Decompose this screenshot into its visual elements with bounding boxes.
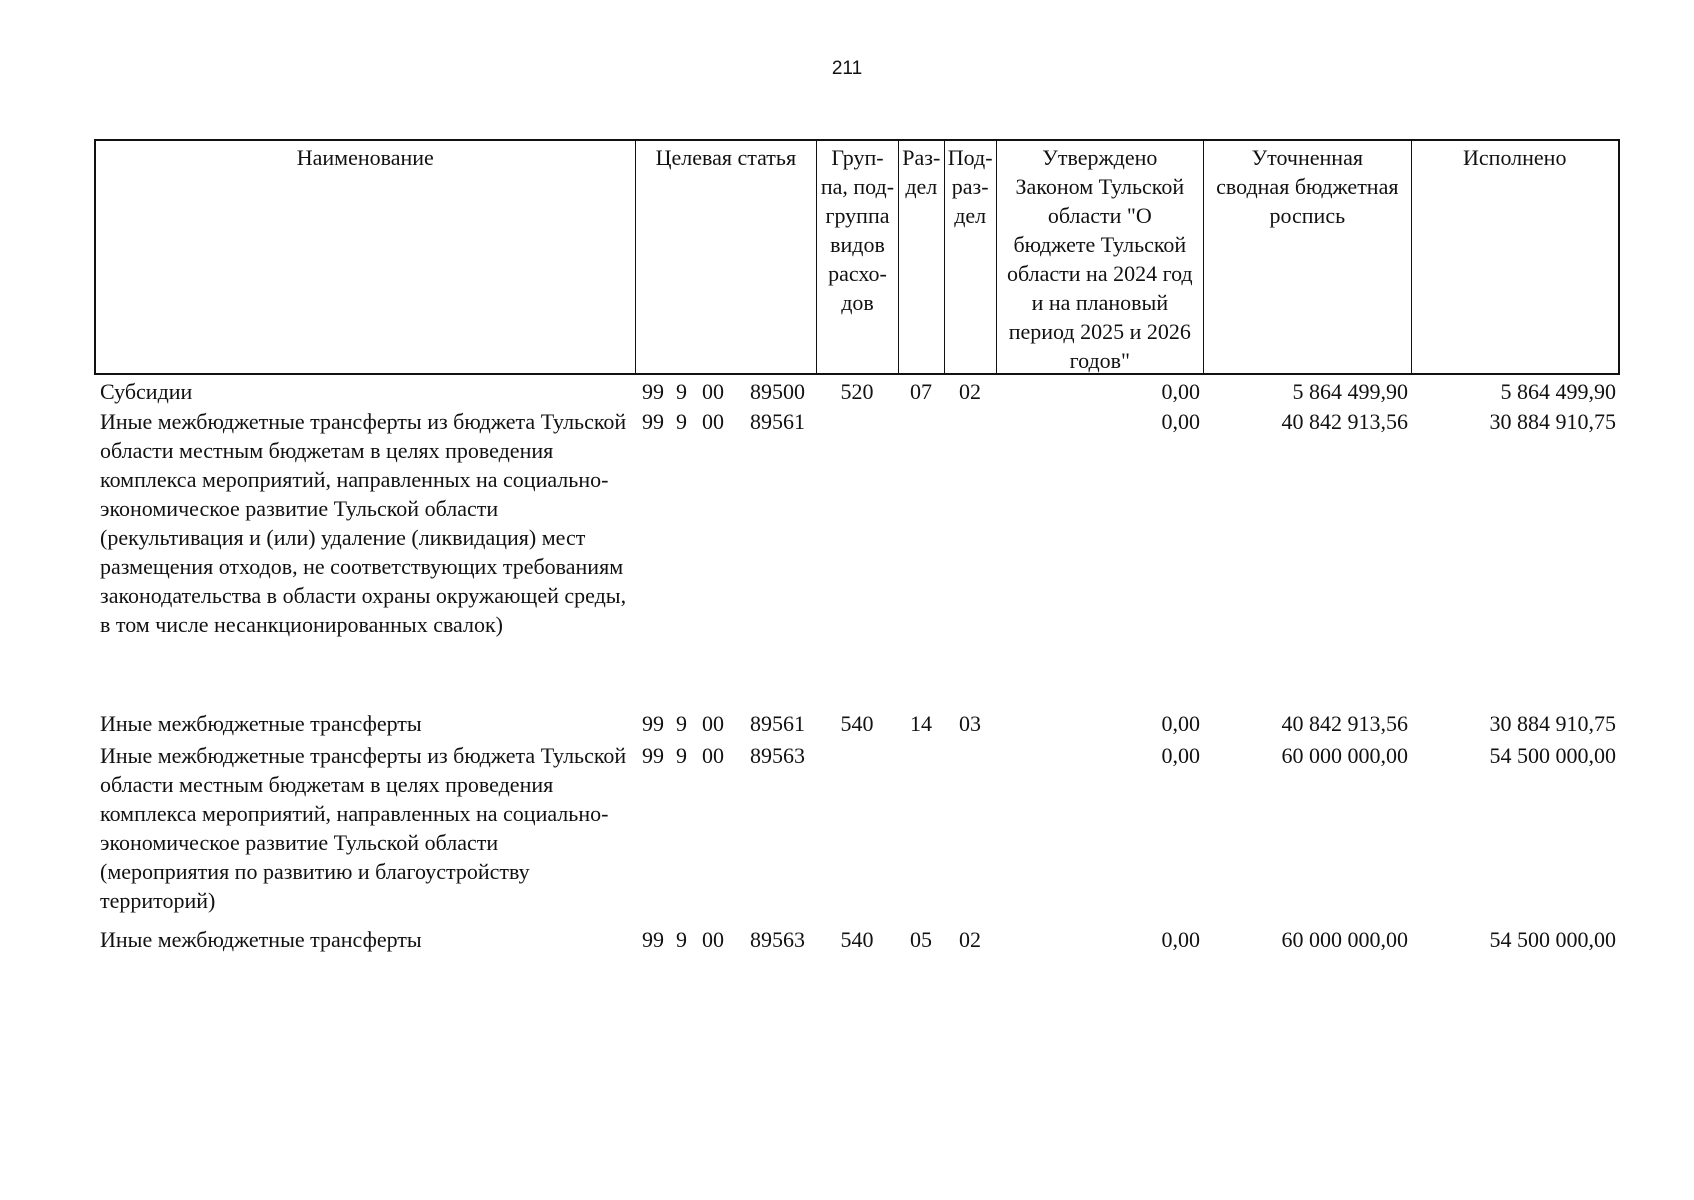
code-part: 99 (642, 379, 664, 404)
code-part: 00 (702, 711, 724, 736)
row-specified: 60 000 000,00 (1281, 743, 1408, 768)
row-approved: 0,00 (1161, 743, 1200, 768)
row-target-article (634, 709, 816, 741)
row-expense-group (816, 741, 898, 925)
row-target-article (634, 741, 816, 925)
header-target-article: Целевая статья (635, 141, 817, 373)
row-specified: 5 864 499,90 (1292, 379, 1408, 404)
code-part: 89563 (750, 743, 805, 768)
row-name: Субсидии (100, 379, 193, 404)
budget-table (94, 139, 1620, 957)
code-part: 99 (642, 743, 664, 768)
row-executed: 5 864 499,90 (1500, 379, 1616, 404)
row-executed: 54 500 000,00 (1489, 927, 1616, 952)
table-row (94, 741, 1620, 925)
row-approved: 0,00 (1161, 927, 1200, 952)
row-expense-group (816, 407, 898, 709)
row-section: 05 (910, 927, 932, 952)
row-specified: 40 842 913,56 (1281, 409, 1408, 434)
code-part: 9 (676, 379, 687, 404)
header-specified: Уточненная сводная бюджетная роспись (1203, 141, 1410, 373)
row-expense-group: 520 (840, 379, 874, 404)
table-body (94, 377, 1620, 957)
code-part: 99 (642, 409, 664, 434)
header-section: Раз- дел (898, 141, 944, 373)
code-part: 00 (702, 409, 724, 434)
row-subsection: 03 (959, 711, 981, 736)
row-section (898, 741, 944, 925)
code-part: 89561 (750, 409, 805, 434)
row-name: Иные межбюджетные трансферты из бюджета Тульской области местным бюджетам в целях проведения комплекса мероприятий, направленных на социально-экономическое развитие Тульской области (рекультивация и (или) удаление (ликвидация) мест размещения отходов, не соответствующих требованиям законодательства в области охраны окружающей среды, в том числе несанкционированных свалок) (100, 409, 627, 637)
code-part: 99 (642, 927, 664, 952)
page-number: 211 (831, 58, 863, 79)
code-part: 00 (702, 379, 724, 404)
row-specified: 40 842 913,56 (1281, 711, 1408, 736)
header-executed: Исполнено (1411, 141, 1618, 373)
code-part: 89500 (750, 379, 805, 404)
table-row (94, 407, 1620, 709)
row-name: Иные межбюджетные трансферты (100, 927, 422, 952)
row-subsection: 02 (959, 927, 981, 952)
row-target-article (634, 407, 816, 709)
row-section (898, 407, 944, 709)
code-part: 9 (676, 409, 687, 434)
table-row (94, 377, 1620, 407)
row-expense-group: 540 (840, 927, 874, 952)
row-executed: 54 500 000,00 (1489, 743, 1616, 768)
row-subsection (944, 407, 996, 709)
code-part: 00 (702, 743, 724, 768)
row-name: Иные межбюджетные трансферты (100, 711, 422, 736)
code-part: 99 (642, 711, 664, 736)
code-part: 89563 (750, 927, 805, 952)
table-header (94, 139, 1620, 375)
code-part: 00 (702, 927, 724, 952)
code-part: 9 (676, 743, 687, 768)
code-part: 9 (676, 711, 687, 736)
row-specified: 60 000 000,00 (1281, 927, 1408, 952)
row-approved: 0,00 (1161, 711, 1200, 736)
row-approved: 0,00 (1161, 409, 1200, 434)
row-target-article (634, 377, 816, 407)
row-subsection (944, 741, 996, 925)
header-name: Наименование (296, 145, 434, 170)
row-expense-group: 540 (840, 711, 874, 736)
row-name: Иные межбюджетные трансферты из бюджета Тульской области местным бюджетам в целях проведения комплекса мероприятий, направленных на социально-экономическое развитие Тульской области (мероприятия по развитию и благоустройству территорий) (100, 743, 627, 913)
code-part: 9 (676, 927, 687, 952)
row-approved: 0,00 (1161, 379, 1200, 404)
row-section: 07 (910, 379, 932, 404)
header-subsection: Под- раз- дел (944, 141, 996, 373)
table-row (94, 925, 1620, 957)
header-expense-group: Груп- па, под- группа видов расхо- дов (816, 141, 898, 373)
code-part: 89561 (750, 711, 805, 736)
row-executed: 30 884 910,75 (1489, 711, 1616, 736)
row-executed: 30 884 910,75 (1489, 409, 1616, 434)
row-section: 14 (910, 711, 932, 736)
row-target-article (634, 925, 816, 957)
row-subsection: 02 (959, 379, 981, 404)
table-row (94, 709, 1620, 741)
header-approved: Утверждено Законом Тульской области "О бюджете Тульской области на 2024 год и на плановый период 2025 и 2026 годов" (996, 141, 1203, 373)
